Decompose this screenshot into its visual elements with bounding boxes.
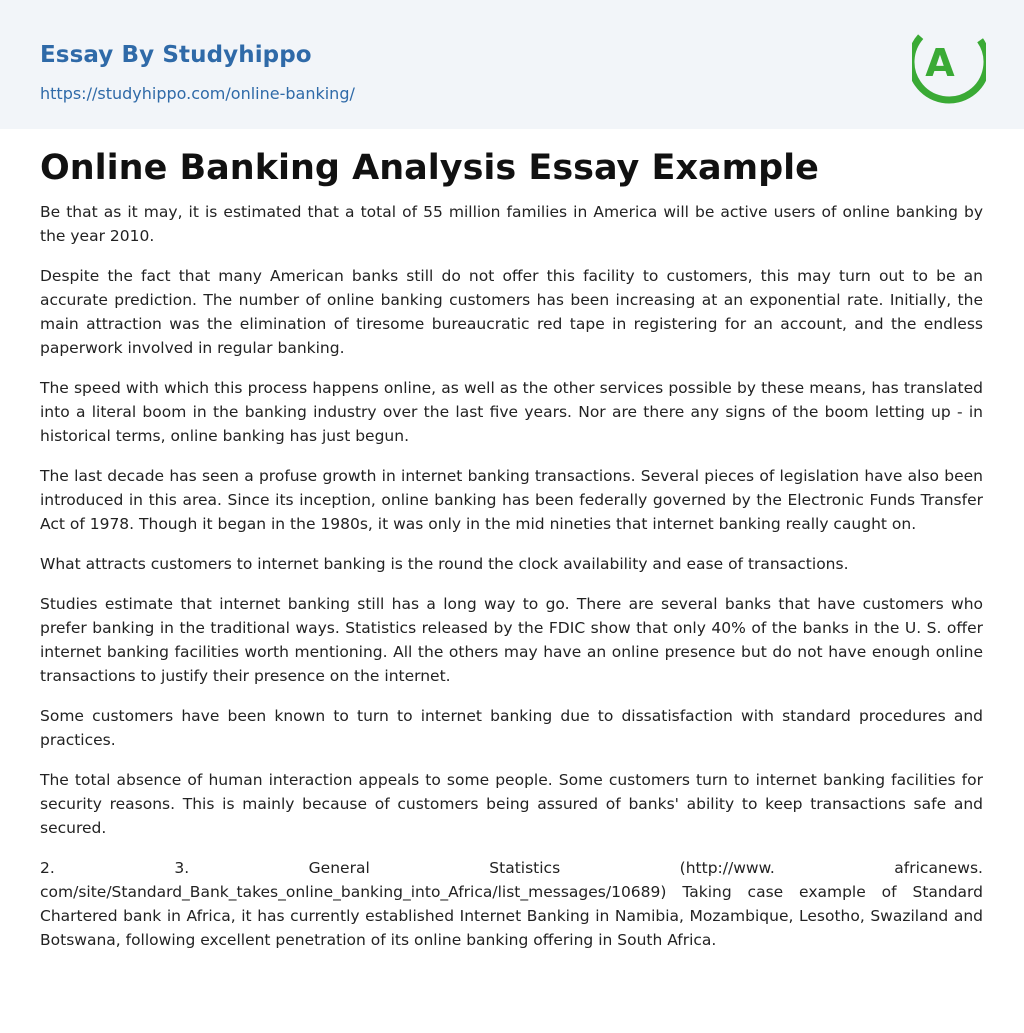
essay-paragraph: Some customers have been known to turn to internet banking due to dissatisfaction with standard procedures and practices. — [40, 707, 983, 749]
essay-paragraph: The speed with which this process happens online, as well as the other services possible by these means, has translated into a literal boom in the banking industry over the last five years. Nor are there any signs of the boom letting up - in historical terms, online banking has just begun. — [40, 379, 983, 445]
essay-paragraph: What attracts customers to internet banking is the round the clock availability and ease of transactions. — [40, 555, 849, 573]
page-title: Online Banking Analysis Essay Example — [40, 148, 819, 188]
essay-paragraph: The last decade has seen a profuse growth in internet banking transactions. Several pieces of legislation have also been introduced in this area. Since its inception, online banking has been federally governed by the Electronic Funds Transfer Act of 1978. Though it began in the 1980s, it was only in the mid nineties that internet banking really caught on. — [40, 467, 983, 533]
essay-paragraph: 2. 3. General Statistics (http://www. africanews. com/site/Standard_Bank_takes_online_banking_into_Africa/list_messages/10689) Taking case example of Standard Chartered bank in Africa, it has currently established Internet Banking in Namibia, Mozambique, Lesotho, Swaziland and Botswana, following excellent penetration of its online banking offering in South Africa. — [40, 859, 983, 949]
logo-letter: A — [925, 41, 955, 85]
brand-title[interactable]: Essay By Studyhippo — [40, 42, 312, 68]
studyhippo-logo-icon[interactable] — [912, 19, 986, 105]
source-url-link[interactable]: https://studyhippo.com/online-banking/ — [40, 84, 355, 103]
essay-paragraph: Studies estimate that internet banking still has a long way to go. There are several banks that have customers who prefer banking in the traditional ways. Statistics released by the FDIC show that only 40% of the banks in the U. S. offer internet banking facilities worth mentioning. All the others may have an online presence but do not have enough online transactions to justify their presence on the internet. — [40, 595, 983, 685]
essay-paragraph: Be that as it may, it is estimated that a total of 55 million families in America will be active users of online banking by the year 2010. — [40, 203, 983, 245]
essay-paragraph: The total absence of human interaction appeals to some people. Some customers turn to internet banking facilities for security reasons. This is mainly because of customers being assured of banks' ability to keep transactions safe and secured. — [40, 771, 983, 837]
essay-paragraph: Despite the fact that many American banks still do not offer this facility to customers, this may turn out to be an accurate prediction. The number of online banking customers has been increasing at an exponential rate. Initially, the main attraction was the elimination of tiresome bureaucratic red tape in registering for an account, and the endless paperwork involved in regular banking. — [40, 267, 983, 357]
essay-body — [40, 200, 983, 968]
